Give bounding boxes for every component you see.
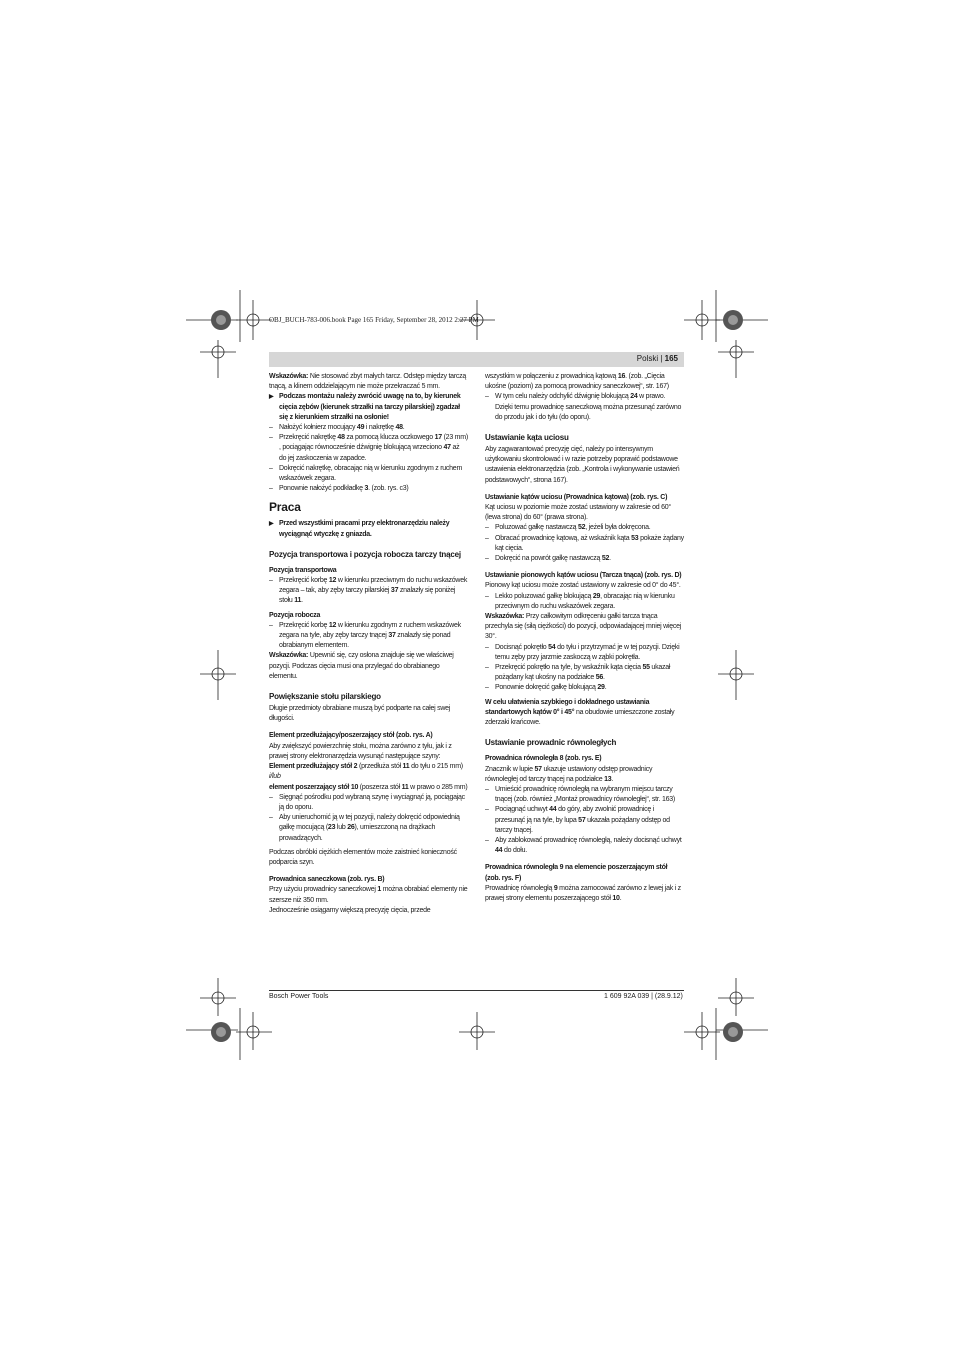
paragraph: Wskazówka: Przy całkowitym odkręceniu gałki tarcza tnąca przechyla się (siłą ciężkości) do pozycji, odpowiadającej mniej więcej 30°.: [485, 613, 682, 641]
list-item-text: Przekręcić nakrętkę 48 za pomocą klucza oczkowego 17 (23 mm) , pociągając równocześnie dźwignię blokującą wrzeciono 47 aż do jej zaskoczenia w zapadce.: [279, 434, 468, 462]
minor-heading: Element przedłużający/poszerzający stół (zob. rys. A): [269, 732, 433, 740]
list-item: [485, 836, 684, 856]
list-dash: –: [485, 785, 489, 793]
list-item: [485, 643, 684, 663]
paragraph: Kąt uciosu w poziomie może zostać ustawiony w zakresie od 60° (lewa strona) do 60° (prawa strona).: [485, 504, 671, 522]
list-dash: –: [485, 664, 489, 672]
list-item-text: Przekręcić korbę 12 w kierunku przeciwnym do ruchu wskazówek zegara – tak, aby zęby tarczy pilarskiej 37 znalazły się poniżej stołu 11.: [279, 577, 468, 605]
minor-heading: Ustawianie kątów uciosu (Prowadnica kątowa) (zob. rys. C): [485, 493, 668, 501]
list-item-text: Nałożyć kołnierz mocujący 49 i nakrętkę 48.: [279, 424, 405, 432]
paragraph: Aby zagwarantować precyzję cięć, należy po intensywnym użytkowaniu skontrolować i w razie potrzeby poprawić podstawowe ustawienia elektronarzędzia (zob. „Kontrola i wykonywanie ustawień podstawowych“, strona 167).: [485, 446, 680, 484]
list-item-text: Aby unieruchomić ją w tej pozycji, należy dokręcić odpowiednią gałkę mocującą (23 lub 26), umieszczoną na drążkach prowadzących.: [279, 814, 460, 842]
list-dash: –: [485, 836, 489, 844]
list-item: [485, 683, 684, 693]
safety-warning: [269, 519, 468, 539]
minor-heading: Prowadnica saneczkowa (zob. rys. B): [269, 876, 385, 884]
list-item-text: W tym celu należy odchylić dźwignię blokującą 24 w prawo.: [495, 393, 666, 401]
list-item-text: Aby zablokować prowadnicę równoległą, należy docisnąć uchwyt 44 do dołu.: [495, 836, 682, 855]
list-item-text: Dokręcić nakrętkę, obracając nią w kierunku zgodnym z ruchem wskazówek zegara.: [279, 464, 463, 483]
paragraph: Prowadnicę równoległą 9 można zamocować zarówno z lewej jak i z prawej strony elementu poszerzającego stół 10.: [485, 884, 681, 902]
list-item: [485, 785, 684, 805]
list-item-text: Przekręcić korbę 12 w kierunku zgodnym z ruchem wskazówek zegara na tyle, aby zęby tarczy tnącej 37 znalazły się ponad obrabianym elementem.: [279, 621, 461, 650]
footer-brand: Bosch Power Tools: [269, 993, 329, 1000]
list-item: [269, 484, 468, 494]
minor-heading: Ustawianie pionowych kątów uciosu (Tarcza tnąca) (zob. rys. D): [485, 572, 682, 580]
spacer: [269, 868, 468, 875]
page-number: 165: [664, 354, 678, 363]
list-dash: –: [269, 621, 273, 629]
spacer: [485, 423, 684, 430]
list-dash: –: [269, 485, 273, 493]
spacer: [485, 564, 684, 571]
arrow-icon: ▶: [269, 521, 274, 528]
paragraph: Znacznik w lupie 57 ukazuje ustawiony odstęp prowadnicy równoległej od tarczy tnącej na podziałce 13.: [485, 765, 653, 783]
left-column: [269, 372, 468, 916]
list-dash: –: [269, 434, 273, 442]
paragraph: wszystkim w połączeniu z prowadnicą kątową 16. (zob. „Cięcia ukośne (poziom) za pomocą prowadnicy saneczkowej“, str. 167): [485, 373, 669, 391]
list-item: [269, 423, 468, 433]
minor-heading: Prowadnica równoległa 9 na elemencie poszerzającym stół (zob. rys. F): [485, 864, 668, 882]
list-dash: –: [269, 424, 273, 432]
warning-text: Podczas montażu należy zwrócić uwagę na to, by kierunek cięcia zębów (kierunek strzałki na tarczy pilarskiej) zgadzał się z kierunkiem strzałki na osłonie!: [279, 393, 461, 421]
paragraph: Jednocześnie osiągamy większą precyzję cięcia, przede: [269, 906, 431, 914]
list-item: [485, 523, 684, 533]
footer-rule: [269, 990, 684, 991]
paragraph: i/lub: [269, 773, 281, 781]
list-dash: –: [269, 814, 273, 822]
header-separator: |: [658, 354, 665, 363]
list-item: [269, 433, 468, 464]
right-column: [485, 372, 684, 904]
list-item-text: Pociągnąć uchwyt 44 do góry, aby zwolnić prowadnicę i przesunąć ją na tyle, by lupa 57 ukazała pożądany odstęp od tarczy tnącej.: [495, 806, 670, 834]
paragraph: Pionowy kąt uciosu może zostać ustawiony w zakresie od 0° do 45°.: [485, 582, 681, 590]
section-title: Praca: [269, 500, 301, 515]
list-item: [485, 592, 684, 612]
subsection-title: Pozycja transportowa i pozycja robocza tarczy tnącej: [269, 549, 461, 559]
list-item-text: Dokręcić na powrót gałkę nastawczą 52.: [495, 555, 611, 563]
list-item-text: Ponownie nałożyć podkładkę 3. (zob. rys. c3): [279, 485, 409, 493]
list-item-text: Ponownie dokręcić gałkę blokującą 29.: [495, 684, 607, 692]
list-dash: –: [485, 643, 489, 651]
paragraph: element poszerzający stół 10 (poszerza stół 11 w prawo o 285 mm): [269, 783, 468, 791]
list-item: [269, 576, 468, 607]
paragraph: Wskazówka: Upewnić się, czy osłona znajduje się we właściwej pozycji. Podczas cięcia musi ona przylegać do obrabianego elementu.: [269, 652, 454, 680]
list-dash: –: [269, 464, 273, 472]
list-item-text: Docisnąć pokrętło 54 do tyłu i przytrzymać je w tej pozycji. Dzięki temu zęby przy jarzmie zaskoczą w ząbki pokrętła.: [495, 643, 680, 661]
list-item: [269, 621, 468, 652]
spacer: [485, 856, 684, 863]
minor-heading: Pozycja transportowa: [269, 566, 337, 574]
list-item: [485, 554, 684, 564]
paragraph: Przy użyciu prowadnicy saneczkowej 1 można obrabiać elementy nie szersze niż 350 mm.: [269, 886, 468, 904]
list-item: [269, 464, 468, 484]
list-item: [485, 392, 684, 402]
list-item-text: Poluzować gałkę nastawczą 52, jeżeli była dokręcona.: [495, 524, 651, 532]
list-item: [485, 534, 684, 554]
paragraph: Element przedłużający stół 2 (przedłuża stół 11 do tyłu o 215 mm): [269, 763, 463, 771]
paragraph: Wskazówka: Nie stosować zbyt małych tarcz. Odstęp między tarczą tnącą, a klinem oddzielającym nie może przekraczać 5 mm.: [269, 373, 467, 391]
spacer: [485, 486, 684, 493]
subsection-title: Ustawianie prowadnic równoległych: [485, 738, 617, 748]
page-header: [269, 352, 684, 367]
list-item: [485, 805, 684, 836]
paragraph: W celu ułatwienia szybkiego i dokładnego ustawiania standartowych kątów 0° i 45° na obudowie umieszczone zostały zderzaki krańcowe.: [485, 698, 675, 727]
header-language: Polski: [636, 354, 659, 363]
print-slug: OBJ_BUCH-783-006.book Page 165 Friday, September 28, 2012 2:27 PM: [269, 316, 479, 324]
header-label: [637, 354, 678, 363]
list-dash: –: [485, 684, 489, 692]
subsection-title: Powiększanie stołu pilarskiego: [269, 692, 381, 702]
paragraph: Dzięki temu prowadnicę saneczkową można przesunąć zarówno do przodu jak i do tyłu (do oporu).: [495, 403, 682, 421]
list-dash: –: [485, 555, 489, 563]
footer-code: 1 609 92A 039 | (28.9.12): [604, 993, 683, 1000]
list-item: [269, 793, 468, 813]
list-dash: –: [485, 524, 489, 532]
minor-heading: Prowadnica równoległa 8 (zob. rys. E): [485, 755, 602, 763]
paragraph: Podczas obróbki ciężkich elementów może zaistnieć konieczność podparcia szyn.: [269, 848, 457, 866]
paragraph: Długie przedmioty obrabiane muszą być podparte na całej swej długości.: [269, 705, 451, 723]
spacer: [269, 682, 468, 689]
list-item-text: Lekko poluzować gałkę blokującą 29, obracając nią w kierunku przeciwnym do ruchu wskazówek zegara.: [495, 592, 675, 610]
minor-heading: Pozycja robocza: [269, 611, 321, 619]
list-dash: –: [269, 793, 273, 801]
spacer: [269, 540, 468, 547]
list-item: [485, 663, 684, 683]
list-dash: –: [485, 806, 489, 814]
warning-text: Przed wszystkimi pracami przy elektronarzędziu należy wyciągnąć wtyczkę z gniazda.: [279, 520, 450, 538]
list-dash: –: [485, 592, 489, 600]
list-dash: –: [485, 393, 489, 401]
list-dash: –: [485, 534, 489, 542]
arrow-icon: ▶: [269, 394, 274, 401]
list-item-text: Obracać prowadnicę kątową, aż wskaźnik kąta 53 pokaże żądany kąt cięcia.: [495, 534, 684, 552]
list-item: [269, 813, 468, 844]
spacer: [269, 724, 468, 731]
list-dash: –: [269, 577, 273, 585]
paragraph: Aby zwiększyć powierzchnię stołu, można zarówno z tyłu, jak i z prawej strony elektronarzędzia wysunąć następujące szyny:: [269, 742, 452, 760]
list-item-text: Przekręcić pokrętło na tyle, by wskaźnik kąta cięcia 55 ukazał pożądany kąt ukośny na podziałce 56.: [495, 664, 671, 682]
list-item-text: Umieścić prowadnicę równoległą na wybranym miejscu tarczy tnącej (zob. również „Montaż prowadnicy równoległej“, str. 163): [495, 785, 675, 804]
safety-warning: [269, 392, 468, 423]
list-item-text: Sięgnąć pośrodku pod wybraną szynę i wyciągnąć ją, pociągając ją do oporu.: [279, 793, 465, 811]
subsection-title: Ustawianie kąta uciosu: [485, 433, 569, 443]
spacer: [485, 728, 684, 735]
